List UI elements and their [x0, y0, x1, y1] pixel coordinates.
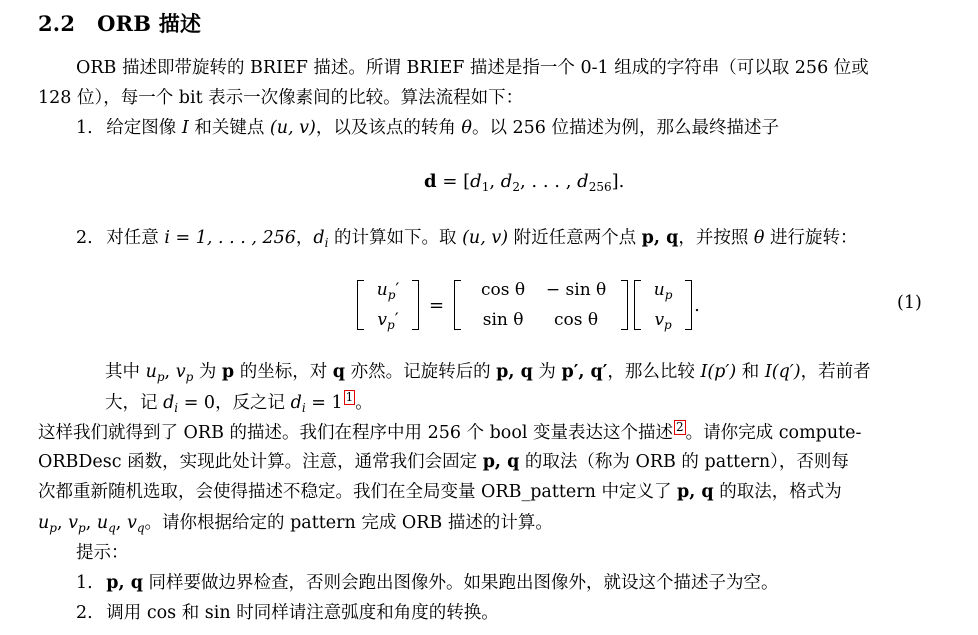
di-symbol: d — [313, 228, 325, 248]
para2-line-3: 次都重新随机选取，会使得描述不稳定。我们在全局变量 ORB_pattern 中定义了 p, q 的取法，格式为 — [38, 482, 842, 502]
keypoint-uv: (u, v) — [269, 118, 316, 138]
image-symbol: I — [181, 118, 189, 138]
m21: sin θ — [482, 310, 524, 330]
hints-title: 提示： — [76, 543, 129, 563]
d256-sub: 256 — [588, 180, 612, 194]
descriptor-formula — [424, 171, 624, 192]
step-2-theta: θ — [753, 228, 765, 248]
para2-line-1: 这样我们就得到了 ORB 的描述。我们在程序中用 256 个 bool 变量表达这个描述 2 。请你完成 compute- — [38, 420, 862, 443]
section-title: ORB 描述 — [97, 11, 202, 36]
footnote-2-link[interactable]: 2 — [676, 420, 684, 434]
after-eq-line-2: 大，记 $d_i = 0$，反之记 $d_i = 1$ 1 。 — [105, 390, 373, 415]
d256: d — [577, 171, 589, 192]
rhs-top: $u_p$ — [653, 280, 673, 302]
descriptor-d: d — [424, 171, 437, 192]
lhs-top: $u_p'$ — [376, 280, 400, 302]
section-heading — [38, 8, 201, 38]
formula-sep: , — [489, 171, 501, 192]
formula-close: ]. — [611, 171, 625, 192]
equation-period: . — [694, 294, 700, 316]
theta-symbol: θ — [461, 118, 472, 138]
lhs-bottom: $v_p'$ — [377, 310, 399, 332]
formula-dots: , . . . , — [519, 171, 578, 192]
equation-number: (1) — [897, 293, 922, 313]
di-sub: i — [324, 236, 329, 250]
step-1-text-d: 。以 256 位描述为例，那么最终描述子 — [471, 118, 779, 138]
step-2-text-f: 进行旋转： — [764, 228, 858, 248]
step-2-number: 2. — [76, 228, 93, 248]
hint-2: 2. 调用 cos 和 sin 时同样请注意弧度和角度的转换。 — [76, 603, 499, 623]
step-2-text-d: 附近任意两个点 — [508, 228, 642, 248]
step-2-uv: (u, v) — [462, 228, 509, 248]
m22: cos θ — [554, 310, 599, 330]
step-2-text-c: 的计算如下。取 — [328, 228, 463, 248]
step-1-text-a: 给定图像 — [106, 118, 182, 138]
step-2-text-a: 对任意 — [106, 228, 165, 248]
step-1 — [76, 116, 779, 140]
d2: d — [500, 171, 513, 192]
after-eq-line-1: 其中 $u_p$, $v_p$ 为 p 的坐标，对 q 亦然。记旋转后的 p, q 为 p′, q′，那么比较 I(p′) 和 I(q′)，若前者 — [105, 362, 871, 384]
lhs-vector — [357, 278, 419, 332]
step-1-text-b: 和关键点 — [188, 118, 270, 138]
d2-sub: 2 — [512, 180, 520, 194]
section-number: 2.2 — [38, 11, 76, 36]
step-2-pq: p, q — [641, 228, 679, 248]
step-2-text-e: ，并按照 — [678, 228, 754, 248]
hint-1: 1. p, q 同样要做边界检查，否则会跑出图像外。如果跑出图像外，就设这个描述子为空。 — [76, 573, 779, 593]
m12: − sin θ — [545, 280, 607, 300]
step-2 — [76, 226, 858, 250]
step-1-number: 1. — [76, 118, 93, 138]
rhs-vector — [634, 278, 692, 332]
index-range: i = 1, . . . , 256 — [164, 228, 296, 248]
step-2-text-b: ， — [295, 228, 314, 248]
equals-sign: = — [429, 294, 445, 316]
m11: cos θ — [481, 280, 526, 300]
footnote-1-link[interactable]: 1 — [345, 390, 354, 404]
d1: d — [470, 171, 482, 192]
intro-line-1: ORB 描述即带旋转的 BRIEF 描述。所谓 BRIEF 描述是指一个 0-1 组成的字符串（可以取 256 位或 — [76, 58, 869, 78]
rotation-equation — [357, 273, 700, 337]
para2-line-2: ORBDesc 函数，实现此处计算。注意，通常我们会固定 p, q 的取法（称为 ORB 的 pattern），否则每 — [38, 452, 849, 472]
d1-sub: 1 — [481, 180, 490, 194]
rotation-matrix — [454, 278, 628, 332]
intro-line-2: 128 位），每一个 bit 表示一次像素间的比较。算法流程如下： — [38, 88, 524, 108]
step-1-text-c: ，以及该点的转角 — [315, 118, 462, 138]
para2-line-4: $u_p$, $v_p$, $u_q$, $v_q$。请你根据给定的 pattern 完成 ORB 描述的计算。 — [38, 513, 553, 535]
rhs-bottom: $v_p$ — [654, 310, 672, 332]
formula-open: = [ — [436, 171, 471, 192]
